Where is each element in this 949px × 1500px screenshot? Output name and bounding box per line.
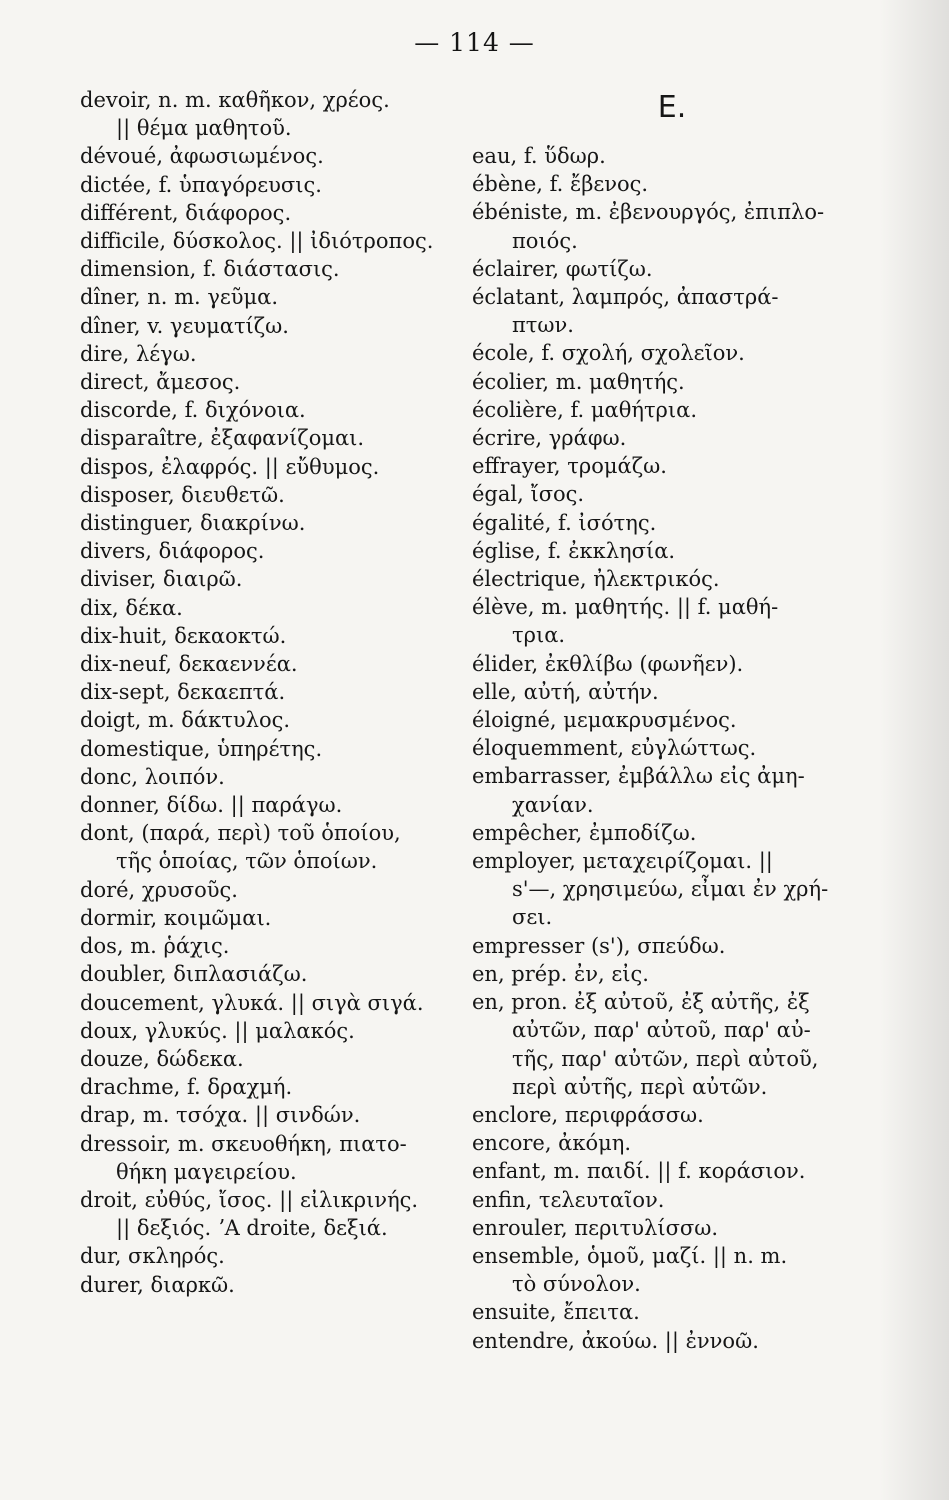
dictionary-entry: doux, γλυκύς. || μαλακός. xyxy=(80,1018,355,1043)
dictionary-entry: empêcher, ἐμποδίζω. xyxy=(472,820,697,845)
section-letter: E. xyxy=(657,90,687,125)
dictionary-entry: eau, f. ὕδωρ. xyxy=(472,144,606,168)
dictionary-entry: disparaître, ἐξαφανίζομαι. xyxy=(80,426,365,451)
dictionary-entry: drachme, f. δραχμή. xyxy=(80,1075,293,1100)
dictionary-entry: dont, (παρά, περὶ) τοῦ ὁποίου, xyxy=(80,821,401,846)
left-column xyxy=(80,86,465,1299)
dictionary-entry: discorde, f. διχόνοια. xyxy=(80,398,306,423)
dictionary-entry: éloigné, μεμακρυσμένος. xyxy=(472,708,737,733)
dictionary-entry: disposer, διευθετῶ. xyxy=(80,482,285,507)
dictionary-entry-continuation: θήκη μαγειρείου. xyxy=(116,1159,297,1184)
dictionary-entry: enfant, m. παιδί. || f. κοράσιον. xyxy=(472,1159,806,1184)
dictionary-entry: dispos, ἐλαφρός. || εὔθυμος. xyxy=(80,454,380,479)
dictionary-entry: effrayer, τρομάζω. xyxy=(472,454,667,479)
dictionary-entry: ébéniste, m. ἐβενουργός, ἐπιπλο- xyxy=(472,200,825,225)
dictionary-entry: divers, διάφορος. xyxy=(80,539,265,564)
dictionary-entry: écolière, f. μαθήτρια. xyxy=(472,397,697,422)
dictionary-entry: douze, δώδεκα. xyxy=(80,1046,244,1071)
dictionary-entry-continuation: αὐτῶν, παρ' αὐτοῦ, παρ' αὐ- xyxy=(512,1018,811,1043)
dictionary-entry: école, f. σχολή, σχολεῖον. xyxy=(472,341,745,366)
dictionary-entry: empresser (s'), σπεύδω. xyxy=(472,933,726,958)
dictionary-entry: employer, μεταχειρίζομαι. || xyxy=(472,849,773,874)
dictionary-entry: direct, ἄμεσος. xyxy=(80,370,241,395)
dictionary-entry-continuation: s'—, χρησιμεύω, εἶμαι ἐν χρή- xyxy=(512,877,829,902)
dictionary-entry: égal, ἴσος. xyxy=(472,482,585,507)
dictionary-entry: doigt, m. δάκτυλος. xyxy=(80,708,291,733)
dictionary-entry: dictée, f. ὑπαγόρευσις. xyxy=(80,172,322,197)
dictionary-entry-continuation: τρια. xyxy=(512,623,566,648)
dictionary-entry-continuation: ποιός. xyxy=(512,228,578,253)
dictionary-entry: égalité, f. ἰσότης. xyxy=(472,510,657,535)
dictionary-entry: enrouler, περιτυλίσσω. xyxy=(472,1215,719,1240)
dictionary-entry: dressoir, m. σκευοθήκη, πιατο- xyxy=(80,1131,407,1156)
dictionary-entry: écrire, γράφω. xyxy=(472,426,627,451)
dictionary-entry: devoir, n. m. καθῆκον, χρέος. xyxy=(80,88,390,112)
dictionary-entry: elle, αὐτή, αὐτήν. xyxy=(472,679,659,704)
dictionary-entry: dimension, f. διάστασις. xyxy=(80,257,340,282)
dictionary-entry: dix-neuf, δεκαεννέα. xyxy=(80,652,298,677)
dictionary-entry: doubler, διπλασιάζω. xyxy=(80,962,308,987)
dictionary-entry: église, f. ἐκκλησία. xyxy=(472,538,676,563)
dictionary-entry: dur, σκληρός. xyxy=(80,1244,225,1269)
right-column xyxy=(472,86,852,1355)
dictionary-entry: dix-huit, δεκαοκτώ. xyxy=(80,623,287,648)
dictionary-entry-continuation: τῆς, παρ' αὐτῶν, περὶ αὐτοῦ, xyxy=(512,1046,819,1071)
dictionary-entry: domestique, ὑπηρέτης. xyxy=(80,736,323,761)
dictionary-entry: dîner, n. m. γεῦμα. xyxy=(80,285,279,310)
dictionary-entry: embarrasser, ἐμβάλλω εἰς ἀμη- xyxy=(472,764,805,789)
dictionary-entry: éclatant, λαμπρός, ἀπαστρά- xyxy=(472,285,779,310)
dictionary-entry-continuation: || δεξιός. ʼA droite, δεξιά. xyxy=(116,1216,388,1241)
dictionary-entry: difficile, δύσκολος. || ἰδιότροπος. xyxy=(80,229,434,254)
dictionary-entry-continuation: σει. xyxy=(512,905,553,930)
dictionary-entry: dîner, v. γευματίζω. xyxy=(80,313,289,338)
page-number: — 114 — xyxy=(414,28,535,57)
dictionary-entry: doucement, γλυκά. || σιγὰ σιγά. xyxy=(80,990,424,1015)
dictionary-entry: entendre, ἀκούω. || ἐννοῶ. xyxy=(472,1328,759,1353)
dictionary-entry: dos, m. ῥάχις. xyxy=(80,934,230,959)
dictionary-entry: en, prép. ἐν, εἰς. xyxy=(472,961,649,986)
dictionary-entry: ébène, f. ἔβενος. xyxy=(472,172,649,197)
dictionary-entry: drap, m. τσόχα. || σινδών. xyxy=(80,1103,361,1128)
dictionary-entry: dormir, κοιμῶμαι. xyxy=(80,905,272,930)
dictionary-entry: enclore, περιφράσσω. xyxy=(472,1102,704,1127)
dictionary-entry: élider, ἐκθλίβω (φωνῆεν). xyxy=(472,651,744,676)
dictionary-entry: donc, λοιπόν. xyxy=(80,764,225,789)
dictionary-entry-continuation: χανίαν. xyxy=(512,792,594,817)
dictionary-entry-continuation: τὸ σύνολον. xyxy=(512,1272,641,1297)
page-edge-shadow xyxy=(879,0,949,1500)
dictionary-entry-continuation: περὶ αὐτῆς, περὶ αὐτῶν. xyxy=(512,1074,768,1099)
dictionary-entry: différent, διάφορος. xyxy=(80,200,292,225)
dictionary-entry: élève, m. μαθητής. || f. μαθή- xyxy=(472,595,779,620)
dictionary-entry: doré, χρυσοῦς. xyxy=(80,877,238,902)
dictionary-entry-continuation: πτων. xyxy=(512,313,574,338)
dictionary-entry: éclairer, φωτίζω. xyxy=(472,256,653,281)
dictionary-entry: dévoué, ἀφωσιωμένος. xyxy=(80,144,324,169)
dictionary-entry: dix, δέκα. xyxy=(80,595,183,620)
dictionary-entry: électrique, ἠλεκτρικός. xyxy=(472,567,720,592)
dictionary-entry: enfin, τελευταῖον. xyxy=(472,1187,665,1212)
dictionary-entry: dire, λέγω. xyxy=(80,341,197,366)
dictionary-entry: donner, δίδω. || παράγω. xyxy=(80,793,343,818)
dictionary-entry-continuation: τῆς ὁποίας, τῶν ὁποίων. xyxy=(116,849,378,874)
dictionary-entry: distinguer, διακρίνω. xyxy=(80,511,306,536)
dictionary-entry: éloquemment, εὐγλώττως. xyxy=(472,736,757,761)
dictionary-entry: ensuite, ἔπειτα. xyxy=(472,1300,640,1325)
dictionary-entry: droit, εὐθύς, ἴσος. || εἰλικρινής. xyxy=(80,1187,419,1212)
dictionary-entry: ensemble, ὁμοῦ, μαζί. || n. m. xyxy=(472,1243,788,1268)
right-column-entries xyxy=(472,142,852,1355)
dictionary-entry: dix-sept, δεκαεπτά. xyxy=(80,680,286,705)
dictionary-entry-continuation: || θέμα μαθητοῦ. xyxy=(116,116,292,141)
dictionary-entry: écolier, m. μαθητής. xyxy=(472,369,685,394)
dictionary-entry: diviser, διαιρῶ. xyxy=(80,567,243,592)
dictionary-entry: durer, διαρκῶ. xyxy=(80,1272,235,1297)
dictionary-entry: en, pron. ἐξ αὐτοῦ, ἐξ αὐτῆς, ἐξ xyxy=(472,990,810,1015)
dictionary-entry: encore, ἀκόμη. xyxy=(472,1131,632,1156)
